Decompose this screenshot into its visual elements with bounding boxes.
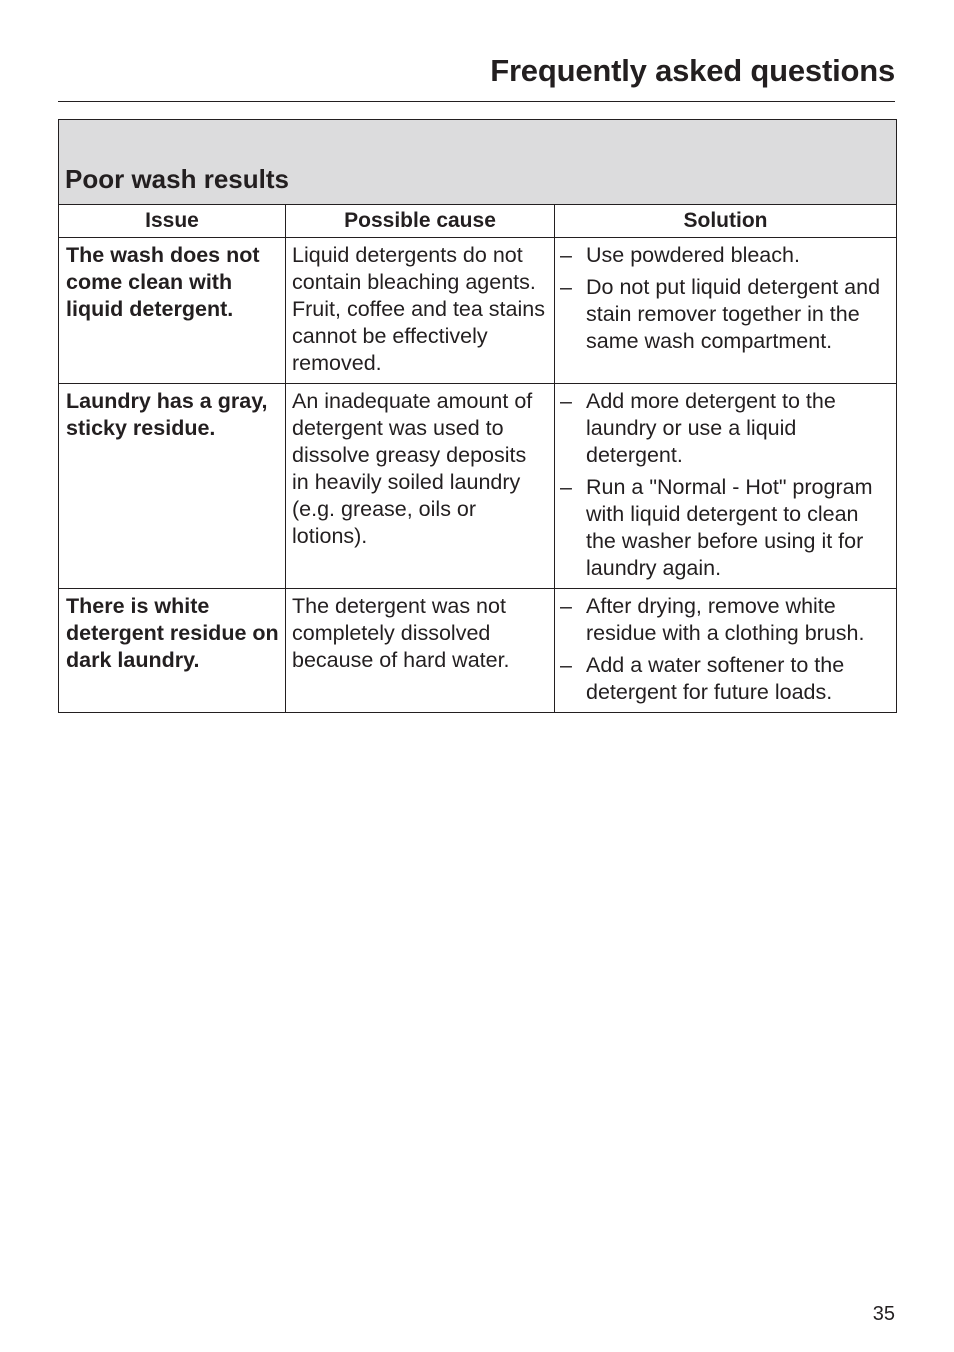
table-row xyxy=(59,238,897,384)
issue-cell: The wash does not come clean with liquid detergent. xyxy=(59,238,286,384)
column-header-row xyxy=(59,205,897,238)
solution-item xyxy=(560,652,890,706)
page-title: Frequently asked questions xyxy=(490,53,895,88)
page-header xyxy=(58,50,895,102)
dash-bullet: – xyxy=(560,243,572,267)
solution-text: After drying, remove white residue with a clothing brush. xyxy=(586,594,865,645)
dash-bullet: – xyxy=(560,475,572,499)
solution-cell xyxy=(555,384,897,589)
faq-table xyxy=(58,119,897,713)
table-row xyxy=(59,589,897,713)
solution-list xyxy=(560,242,890,355)
solution-cell xyxy=(555,238,897,384)
section-header-row xyxy=(59,120,897,205)
issue-cell: Laundry has a gray, sticky residue. xyxy=(59,384,286,589)
solution-item xyxy=(560,474,890,582)
solution-cell xyxy=(555,589,897,713)
cause-cell: An inadequate amount of detergent was used to dissolve greasy deposits in heavily soiled laundry (e.g. grease, oils or lotions). xyxy=(286,384,555,589)
page-number: 35 xyxy=(872,1303,895,1325)
solution-list xyxy=(560,593,890,706)
cause-cell: The detergent was not completely dissolved because of hard water. xyxy=(286,589,555,713)
column-header-issue: Issue xyxy=(59,205,286,238)
solution-text: Add a water softener to the detergent for future loads. xyxy=(586,653,845,704)
solution-text: Add more detergent to the laundry or use a liquid detergent. xyxy=(586,389,836,467)
solution-item xyxy=(560,388,890,469)
solution-text: Run a "Normal - Hot" program with liquid detergent to clean the washer before using it for laundry again. xyxy=(586,475,873,580)
solution-list xyxy=(560,388,890,582)
solution-item xyxy=(560,242,890,269)
dash-bullet: – xyxy=(560,275,572,299)
cause-cell: Liquid detergents do not contain bleaching agents. Fruit, coffee and tea stains cannot be effectively removed. xyxy=(286,238,555,384)
dash-bullet: – xyxy=(560,594,572,618)
solution-text: Use powdered bleach. xyxy=(586,243,800,267)
solution-text: Do not put liquid detergent and stain remover together in the same wash compartment. xyxy=(586,275,881,353)
section-title: Poor wash results xyxy=(59,120,897,205)
issue-cell: There is white detergent residue on dark laundry. xyxy=(59,589,286,713)
column-header-possible-cause: Possible cause xyxy=(286,205,555,238)
table-row xyxy=(59,384,897,589)
solution-item xyxy=(560,593,890,647)
dash-bullet: – xyxy=(560,389,572,413)
dash-bullet: – xyxy=(560,653,572,677)
solution-item xyxy=(560,274,890,355)
column-header-solution: Solution xyxy=(555,205,897,238)
